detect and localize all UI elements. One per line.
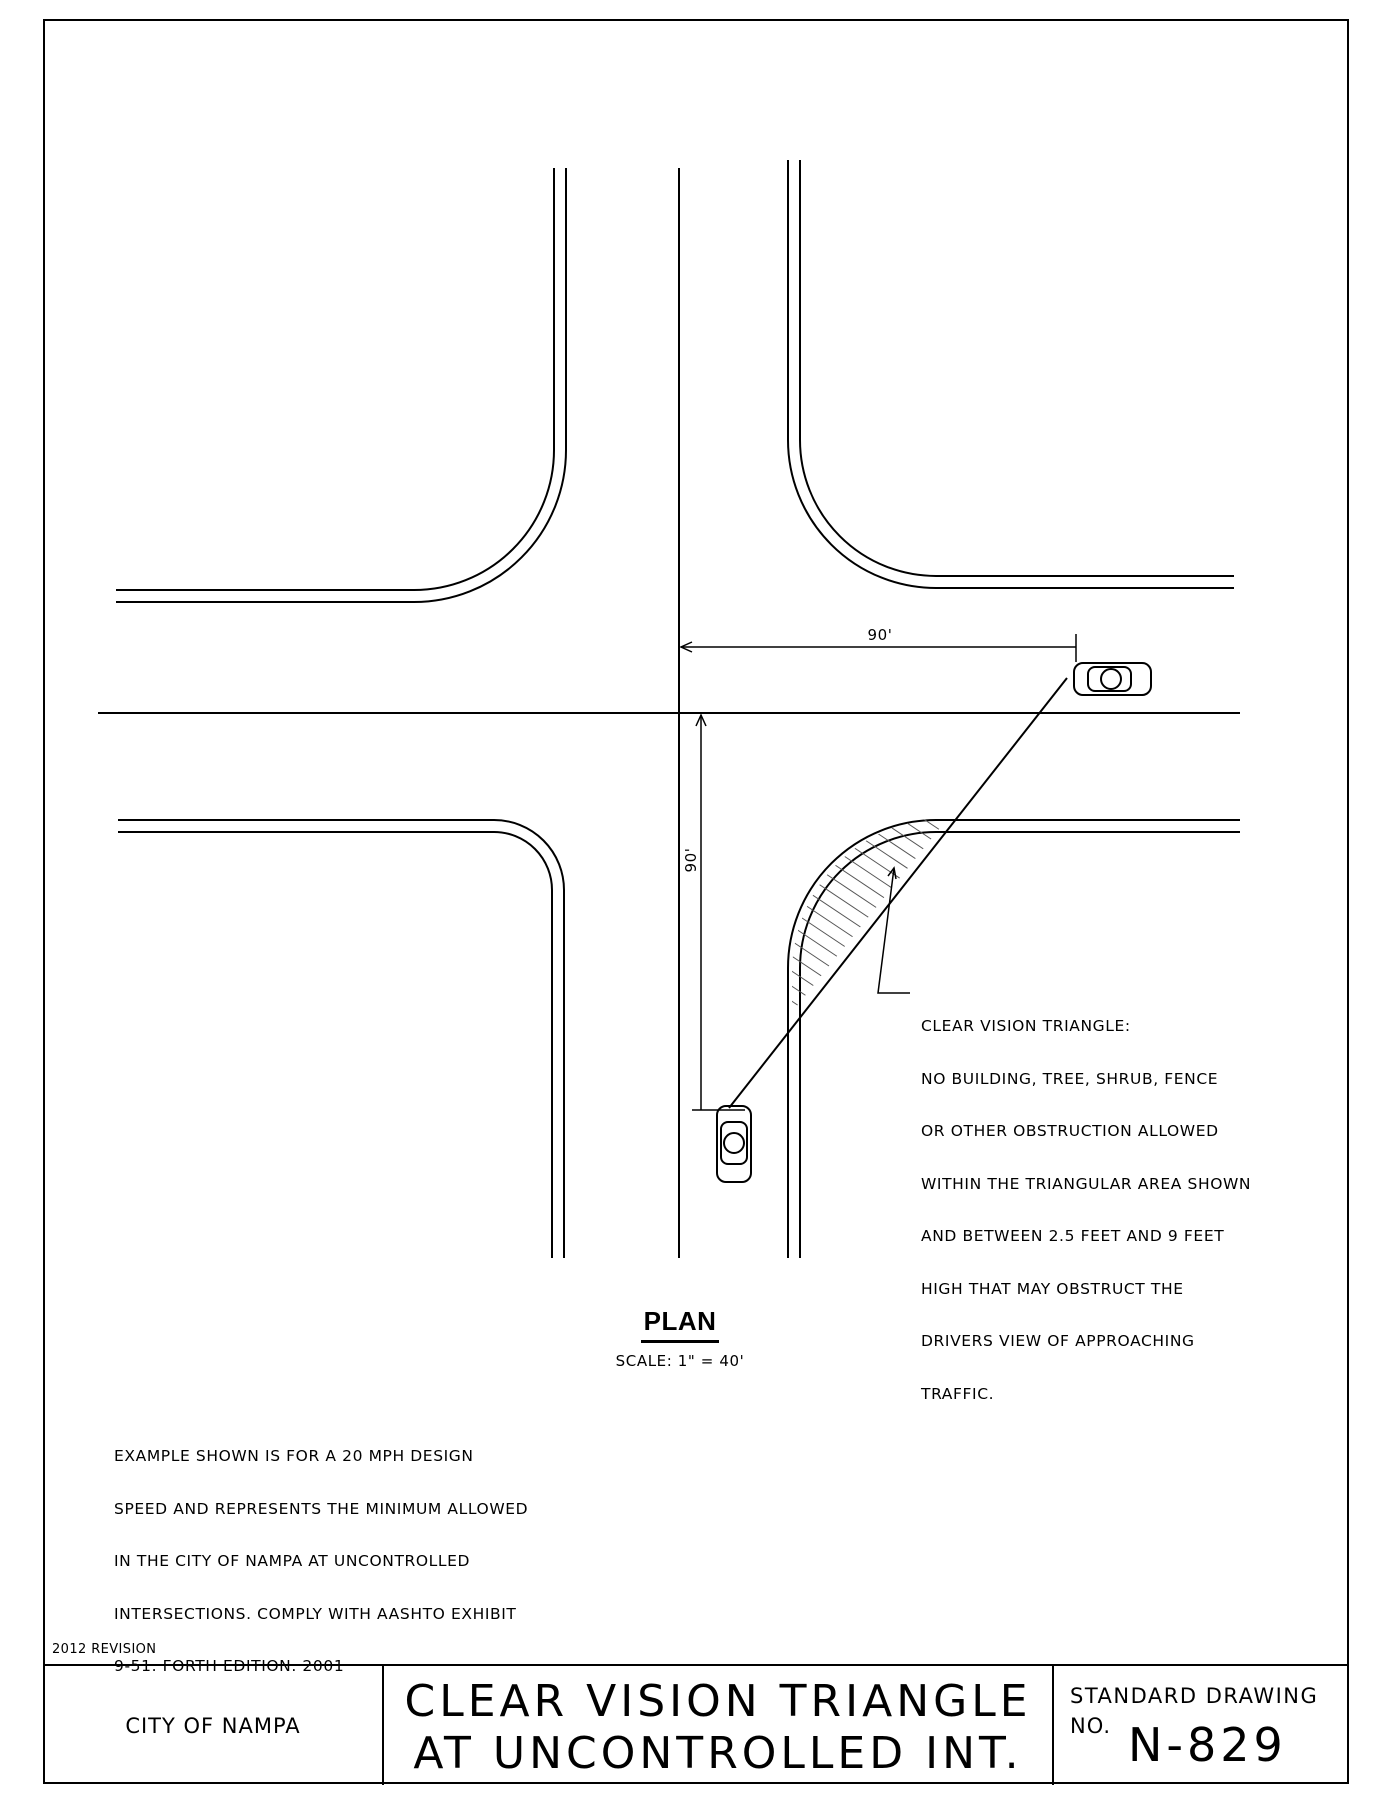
curb-northwest-inner	[116, 168, 566, 602]
note-line: IN THE CITY OF NAMPA AT UNCONTROLLED	[114, 1552, 471, 1570]
plan-title-underline	[641, 1340, 719, 1343]
callout-line: DRIVERS VIEW OF APPROACHING	[921, 1332, 1195, 1350]
title-block	[44, 1664, 1348, 1785]
drawing-title	[384, 1666, 1054, 1785]
curb-northeast	[788, 160, 1234, 588]
standard-drawing-label: STANDARD DRAWING	[1070, 1684, 1319, 1708]
drawing-title-line-2: AT UNCONTROLLED INT.	[413, 1728, 1023, 1779]
callout-line: CLEAR VISION TRIANGLE:	[921, 1017, 1131, 1035]
plan-title: PLAN	[643, 1306, 717, 1336]
drawing-title-line-1: CLEAR VISION TRIANGLE	[404, 1676, 1032, 1727]
note-line: SPEED AND REPRESENTS THE MINIMUM ALLOWED	[114, 1499, 529, 1518]
dimension-label-horizontal: 90'	[867, 626, 893, 644]
plan-scale: SCALE: 1" = 40'	[615, 1352, 745, 1370]
callout-line: AND BETWEEN 2.5 FEET AND 9 FEET	[921, 1227, 1225, 1245]
curb-northwest	[116, 168, 554, 590]
dimension-label-vertical: 90'	[682, 847, 700, 873]
note-line: EXAMPLE SHOWN IS FOR A 20 MPH DESIGN	[114, 1447, 474, 1465]
note-line: INTERSECTIONS. COMPLY WITH AASHTO EXHIBIT	[114, 1604, 517, 1623]
clear-vision-callout	[921, 983, 1251, 1438]
callout-line: TRAFFIC.	[921, 1384, 995, 1403]
number-label: NO.	[1070, 1714, 1112, 1738]
car-east-approach	[1074, 663, 1151, 695]
callout-line: WITHIN THE TRIANGULAR AREA SHOWN	[921, 1174, 1252, 1193]
callout-leader	[878, 868, 910, 993]
note-line: 9-51. FORTH EDITION. 2001	[114, 1657, 345, 1675]
curb-southwest-inner	[118, 832, 552, 1258]
drawing-number-cell	[1056, 1666, 1348, 1785]
agency-name: CITY OF NAMPA	[44, 1666, 384, 1785]
revision-label: 2012 REVISION	[52, 1642, 157, 1657]
drawing-number: N-829	[1128, 1718, 1287, 1772]
callout-line: NO BUILDING, TREE, SHRUB, FENCE	[921, 1069, 1219, 1088]
callout-line: HIGH THAT MAY OBSTRUCT THE	[921, 1279, 1184, 1298]
car-south-approach	[717, 1106, 751, 1182]
callout-line: OR OTHER OBSTRUCTION ALLOWED	[921, 1122, 1219, 1140]
curb-northeast-inner	[800, 160, 1234, 576]
curb-southwest	[118, 820, 564, 1258]
